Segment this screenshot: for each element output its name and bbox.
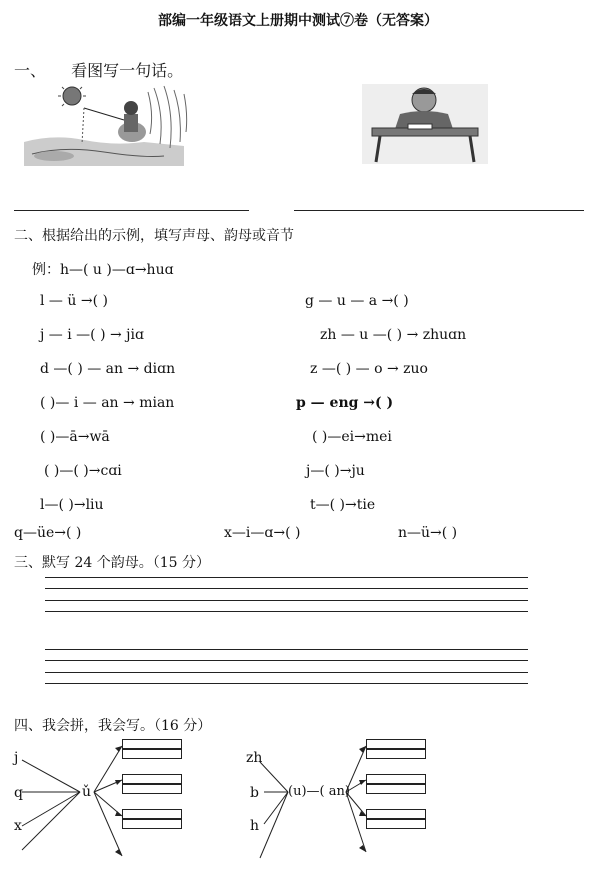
exercise-7-right[interactable]: t—( )→tie xyxy=(310,497,376,513)
exercise-8-b[interactable]: x—i—ɑ→( ) xyxy=(224,525,301,541)
right-initial-2: b xyxy=(250,785,259,801)
right-initial-1: zh xyxy=(246,750,263,766)
exercise-3-right[interactable]: z —( ) — o → zuo xyxy=(310,361,428,377)
fishing-boy-illustration xyxy=(24,84,190,166)
left-answer-box-2a[interactable] xyxy=(122,774,182,784)
section-2-heading: 二、根据给出的示例，填写声母、韵母或音节 xyxy=(14,228,294,244)
exercise-2-right[interactable]: zh — u —( ) → zhuɑn xyxy=(320,327,467,343)
exercise-8-c[interactable]: n—ü→( ) xyxy=(398,525,458,541)
exercise-6-left[interactable]: ( )—( )→cɑi xyxy=(44,463,122,479)
left-initial-1: j xyxy=(14,750,19,766)
section-4-heading: 四、我会拼，我会写。（16 分） xyxy=(14,718,212,734)
right-middle-syllable: (u)—( an) xyxy=(288,784,350,799)
page-title: 部编一年级语文上册期中测试⑦卷（无答案） xyxy=(158,13,438,29)
section-1-heading xyxy=(14,58,183,81)
section-2-example: 例：h—( u )—ɑ→huɑ xyxy=(32,262,174,278)
left-spelling-diagram-lines xyxy=(0,740,200,870)
exercise-4-right[interactable]: p — eng →( ) xyxy=(296,395,394,411)
exercise-1-left[interactable]: l — ü →( ) xyxy=(40,293,108,309)
exercise-3-left[interactable]: d —( ) — an → diɑn xyxy=(40,361,176,377)
right-answer-box-2b[interactable] xyxy=(366,784,426,794)
left-answer-box-1b[interactable] xyxy=(122,749,182,759)
left-answer-box-2b[interactable] xyxy=(122,784,182,794)
left-answer-box-1a[interactable] xyxy=(122,739,182,749)
exercise-6-right[interactable]: j—( )→ju xyxy=(306,463,365,479)
exercise-4-left[interactable]: ( )— i — an → mian xyxy=(40,395,175,411)
left-answer-box-3b[interactable] xyxy=(122,819,182,829)
section-1-number: 一、 xyxy=(14,61,47,80)
right-answer-box-3b[interactable] xyxy=(366,819,426,829)
left-initial-2: q xyxy=(14,785,23,801)
exercise-2-left[interactable]: j — i —( ) → jiɑ xyxy=(40,327,144,343)
section-3-heading: 三、默写 24 个韵母。（15 分） xyxy=(14,555,210,571)
right-answer-box-3a[interactable] xyxy=(366,809,426,819)
right-initial-3: h xyxy=(250,818,260,834)
right-answer-box-1a[interactable] xyxy=(366,739,426,749)
right-answer-box-2a[interactable] xyxy=(366,774,426,784)
left-final: ǔ xyxy=(82,784,92,800)
exercise-5-left[interactable]: ( )—ā→wā xyxy=(40,429,110,445)
answer-line-1[interactable] xyxy=(14,210,249,211)
right-answer-box-1b[interactable] xyxy=(366,749,426,759)
left-initial-3: x xyxy=(14,818,22,834)
answer-line-2[interactable] xyxy=(294,210,584,211)
left-answer-box-3a[interactable] xyxy=(122,809,182,819)
exercise-7-left[interactable]: l—( )→liu xyxy=(40,497,104,513)
section-1-instruction: 看图写一句话。 xyxy=(71,61,184,80)
exercise-5-right[interactable]: ( )—ei→mei xyxy=(312,429,392,445)
exercise-8-a[interactable]: q—üe→( ) xyxy=(14,525,82,541)
exercise-1-right[interactable]: g — u — a →( ) xyxy=(305,293,409,309)
boy-writing-illustration xyxy=(362,84,488,164)
